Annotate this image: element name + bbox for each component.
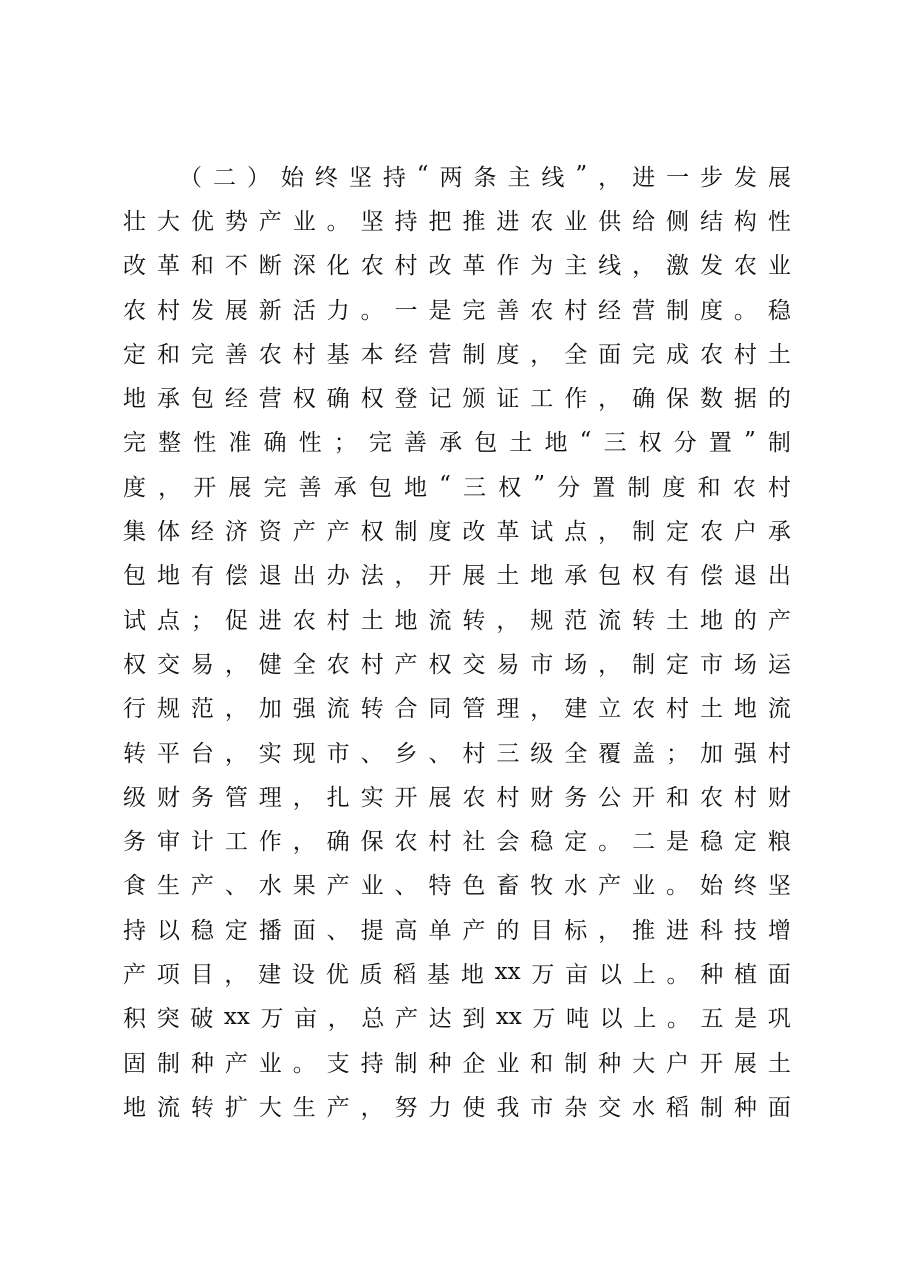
text-line: 包 地 有 偿 退 出 办 法 ， 开 展 土 地 承 包 权 有 偿 退 出 — [123, 563, 791, 590]
text-line: 积 突 破 xx 万 亩 ， 总 产 达 到 xx 万 吨 以 上 。 五 是 巩 — [123, 1003, 791, 1033]
text-line: （ 二 ） 始 终 坚 持 “ 两 条 主 线 ” ， 进 一 步 发 展 — [179, 162, 791, 191]
text-line: 农 村 发 展 新 活 力 。 一 是 完 善 农 村 经 营 制 度 。 稳 — [123, 297, 791, 324]
text-line: 转 平 台 ， 实 现 市 、 乡 、 村 三 级 全 覆 盖 ； 加 强 村 — [123, 740, 791, 767]
text-line: 固 制 种 产 业 。 支 持 制 种 企 业 和 制 种 大 户 开 展 土 — [123, 1050, 791, 1077]
text-line: 地 承 包 经 营 权 确 权 登 记 颁 证 工 作 ， 确 保 数 据 的 — [123, 386, 791, 413]
text-line: 壮 大 优 势 产 业 。 坚 持 把 推 进 农 业 供 给 侧 结 构 性 — [123, 208, 791, 235]
text-line: 食 生 产 、 水 果 产 业 、 特 色 畜 牧 水 产 业 。 始 终 坚 — [123, 873, 791, 900]
text-line: 定 和 完 善 农 村 基 本 经 营 制 度 ， 全 面 完 成 农 村 土 — [123, 341, 791, 368]
text-line: 地 流 转 扩 大 生 产 ， 努 力 使 我 市 杂 交 水 稻 制 种 面 — [123, 1094, 791, 1121]
text-line: 权 交 易 ， 健 全 农 村 产 权 交 易 市 场 ， 制 定 市 场 运 — [123, 651, 791, 678]
text-line: 度 ， 开 展 完 善 承 包 地 “ 三 权 ” 分 置 制 度 和 农 村 — [123, 472, 791, 501]
text-line: 级 财 务 管 理 ， 扎 实 开 展 农 村 财 务 公 开 和 农 村 财 — [123, 784, 791, 811]
text-line: 行 规 范 ， 加 强 流 转 合 同 管 理 ， 建 立 农 村 土 地 流 — [123, 696, 791, 723]
text-line: 产 项 目 ， 建 设 优 质 稻 基 地 xx 万 亩 以 上 。 种 植 面 — [123, 959, 791, 988]
text-line: 持 以 稳 定 播 面 、 提 高 单 产 的 目 标 ， 推 进 科 技 增 — [123, 917, 791, 944]
text-line: 集 体 经 济 资 产 产 权 制 度 改 革 试 点 ， 制 定 农 户 承 — [123, 519, 791, 546]
text-line: 试 点 ； 促 进 农 村 土 地 流 转 ， 规 范 流 转 土 地 的 产 — [123, 607, 791, 634]
text-line: 务 审 计 工 作 ， 确 保 农 村 社 会 稳 定 。 二 是 稳 定 粮 — [123, 829, 791, 856]
text-line: 改 革 和 不 断 深 化 农 村 改 革 作 为 主 线 ， 激 发 农 业 — [123, 253, 791, 280]
body-paragraph — [123, 153, 791, 1128]
text-line: 完 整 性 准 确 性 ； 完 善 承 包 土 地 “ 三 权 分 置 ” 制 — [123, 427, 791, 457]
